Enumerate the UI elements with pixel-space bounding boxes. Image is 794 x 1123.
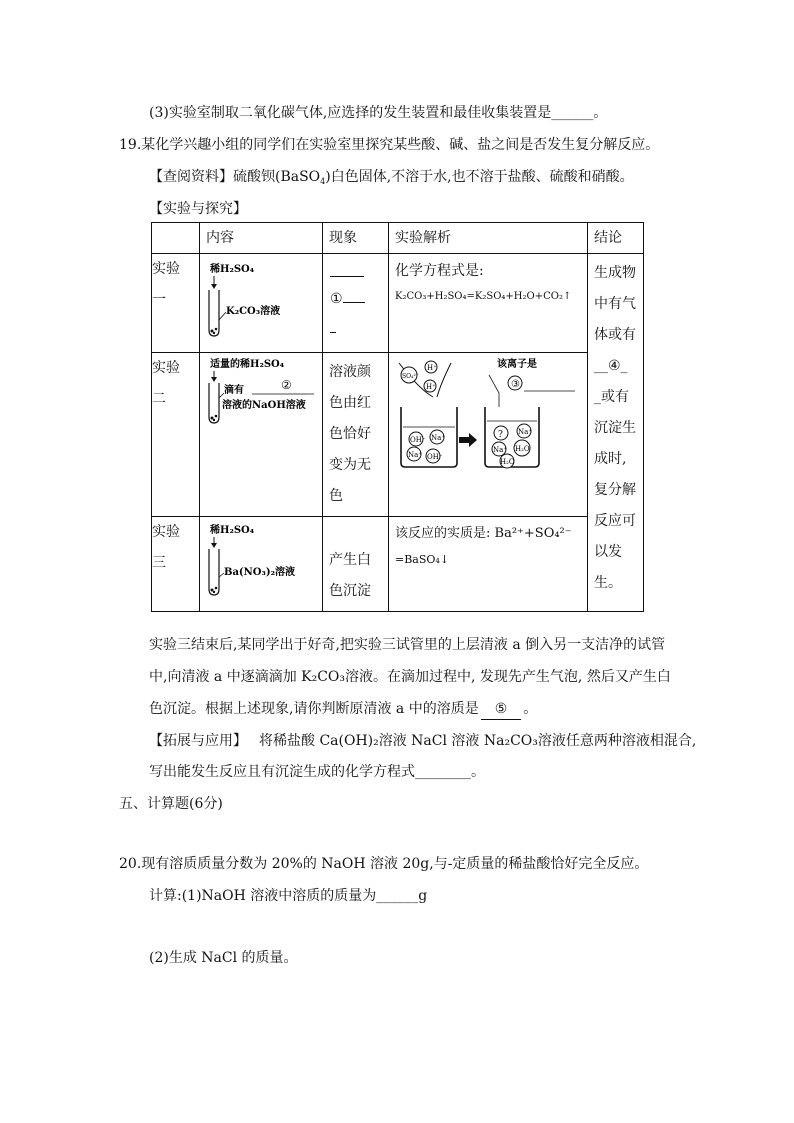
conclusion-line-4: __④_ [594, 358, 628, 374]
exp3-phen-1: 产生白 [329, 552, 371, 568]
extend-label: 【拓展与应用】 [149, 733, 247, 749]
extend-line-2: 写出能发生反应且有沉淀生成的化学方程式________。 [149, 764, 485, 780]
exp3-name-line1: 实验 [152, 524, 180, 540]
exp3-phenomenon [323, 517, 389, 612]
exp3-content [200, 517, 323, 612]
explore-label: 【实验与探究】 [149, 201, 247, 217]
exp1-tube [209, 290, 219, 336]
exp2-name-line2: 二 [152, 391, 166, 407]
exp1-blank1 [330, 288, 365, 307]
ion-na4-label: Na⁺ [493, 446, 507, 454]
after-line-3-text: 色沉淀。根据上述现象,请你判断原清液 a 中的溶质是 [149, 701, 479, 717]
exp2-tube-top-label: 适量的稀H₂SO₄ [210, 359, 285, 370]
exp1-analysis-eq: K₂CO₃+H₂SO₄=K₂SO₄+H₂O+CO₂↑ [395, 291, 572, 302]
ion-unknown-label: ? [498, 430, 503, 440]
exp2-name [152, 353, 200, 517]
conclusion-line-9: 反应可 [594, 513, 636, 529]
ion-na3-label: Na⁺ [518, 428, 532, 436]
info-text: 硫酸钡(BaSO [233, 169, 321, 185]
ion-oh1-label: OH⁻ [410, 436, 426, 444]
after-line-1: 实验三结束后,某同学出于好奇,把实验三试管里的上层清液 a 倒入另一支洁净的试管 [149, 637, 666, 653]
exp3-name-line2: 三 [152, 555, 166, 571]
header-conclusion: 结论 [588, 223, 644, 254]
q20-intro: 20.现有溶质质量分数为 20%的 NaOH 溶液 20g,与-定质量的稀盐酸恰好完全反应。 [119, 856, 649, 872]
info-text-b: )白色固体,不溶于水,也不溶于盐酸、硫酸和硝酸。 [325, 169, 634, 185]
exp2-name-line1: 实验 [152, 360, 180, 376]
info-subscript: 4 [320, 177, 326, 186]
extend-line [149, 731, 696, 751]
reaction-arrow [459, 433, 477, 447]
exp2-phen-3: 色恰好 [329, 426, 371, 442]
blank5-mark: ⑤ [494, 701, 508, 717]
q20-calc2: (2)生成 NaCl 的质量。 [149, 950, 298, 966]
exp2-blank2: ② [281, 378, 292, 392]
section5-title: 五、计算题(6分) [119, 796, 223, 812]
exp1-name [152, 254, 200, 353]
ion-na2-label: Na⁺ [408, 451, 422, 459]
conclusion-line-2: 中有气 [594, 296, 636, 312]
conclusion-line-6: 沉淀生 [594, 420, 636, 436]
conclusion-cell [588, 254, 644, 612]
exp2-phen-2: 色由红 [329, 395, 371, 411]
ion-label: 该离子是 [497, 359, 537, 370]
exp2-content [200, 353, 323, 517]
conclusion-line-3: 体或有 [594, 327, 636, 343]
molecule-h2o-1-label: H₂O [515, 445, 530, 453]
exp3-tube [209, 549, 219, 595]
conclusion-line-1: 生成物 [594, 265, 636, 281]
conclusion-line-8: 复分解 [594, 482, 636, 498]
q20-calc1: 计算:(1)NaOH 溶液中溶质的质量为______g [149, 888, 428, 904]
exp3-tube-side-label: Ba(NO₃)₂溶液 [224, 567, 296, 578]
ion-na1-label: Na⁺ [431, 434, 445, 442]
exp2-tube [209, 383, 219, 423]
table-row-exp1 [152, 254, 644, 353]
after-line-2: 中,向清液 a 中逐滴滴加 K₂CO₃溶液。在滴加过程中, 发现先产生气泡, 然后又产生白 [149, 669, 671, 685]
q19-info [149, 167, 634, 192]
exp3-analysis-a: 该反应的实质是: Ba²⁺+SO₄²⁻ [395, 526, 572, 541]
exp1-analysis [389, 254, 588, 353]
table-header-row [152, 223, 644, 254]
ion-so4-label: SO₄²⁻ [402, 373, 420, 380]
exp2-analysis [389, 353, 588, 517]
conclusion-line-5: _或有 [594, 389, 629, 405]
after-line-3 [149, 699, 537, 720]
header-phenomenon: 现象 [323, 223, 389, 254]
blank5 [481, 699, 522, 720]
q19-intro: 19.某化学兴趣小组的同学们在实验室里探究某些酸、碱、盐之间是否发生复分解反应。 [119, 137, 660, 153]
blank3-mark: ③ [511, 379, 520, 390]
exp3-test-tube-diagram [200, 517, 322, 607]
info-label: 【查阅资料】 [149, 169, 233, 185]
exp1-analysis-label: 化学方程式是: [395, 263, 484, 279]
ion-h1-label: H⁺ [427, 364, 437, 372]
exp3-phen-2: 色沉淀 [329, 583, 371, 599]
exp3-analysis [389, 517, 588, 612]
ion-oh2-label: OH⁻ [427, 453, 443, 461]
exp2-phen-4: 变为无 [329, 457, 371, 473]
exp2-phenomenon [323, 353, 389, 517]
exp1-arrowhead [211, 284, 217, 289]
after-line-3-end: 。 [523, 701, 538, 717]
ion-h2-label: H⁺ [426, 383, 436, 391]
exp1-tube-side-label: K₂CO₃溶液 [226, 306, 281, 317]
exp1-blank1-mark: ① [330, 291, 343, 307]
exp2-tube-side1: 滴有 [224, 385, 244, 396]
exp1-name-line2: 一 [152, 292, 166, 308]
exp2-phen-1: 溶液颜 [329, 364, 371, 380]
header-blank [152, 223, 200, 254]
extend-text: 将稀盐酸 Ca(OH)₂溶液 NaCl 溶液 Na₂CO₃溶液任意两种溶液相混合, [259, 733, 697, 749]
exp3-analysis-b: =BaSO₄↓ [395, 553, 450, 566]
exp1-name-line1: 实验 [152, 261, 180, 277]
exp1-tube-top-label: 稀H₂SO₄ [210, 264, 255, 275]
q18-part3: (3)实验室制取二氧化碳气体,应选择的发生装置和最佳收集装置是______。 [149, 105, 608, 121]
exp2-test-tube-diagram [200, 353, 322, 511]
header-analysis: 实验解析 [389, 223, 588, 254]
conclusion-line-10: 以发生。 [594, 544, 622, 591]
molecule-h2o-2-label: H₂O [500, 458, 515, 466]
exp1-content [200, 254, 323, 353]
table-row-exp2 [152, 353, 644, 517]
exp2-tube-side2: 溶液的NaOH溶液 [222, 400, 306, 411]
experiment-table [151, 222, 644, 612]
exp2-ion-diagram [389, 353, 587, 473]
exp1-test-tube-diagram [200, 254, 322, 348]
exp1-phenomenon [323, 254, 389, 353]
exp3-tube-top-label: 稀H₂SO₄ [210, 525, 255, 536]
header-content: 内容 [200, 223, 323, 254]
table-row-exp3 [152, 517, 644, 612]
conclusion-line-7: 成时, [594, 451, 627, 467]
exp3-name [152, 517, 200, 612]
exp2-phen-5: 色 [329, 488, 343, 504]
